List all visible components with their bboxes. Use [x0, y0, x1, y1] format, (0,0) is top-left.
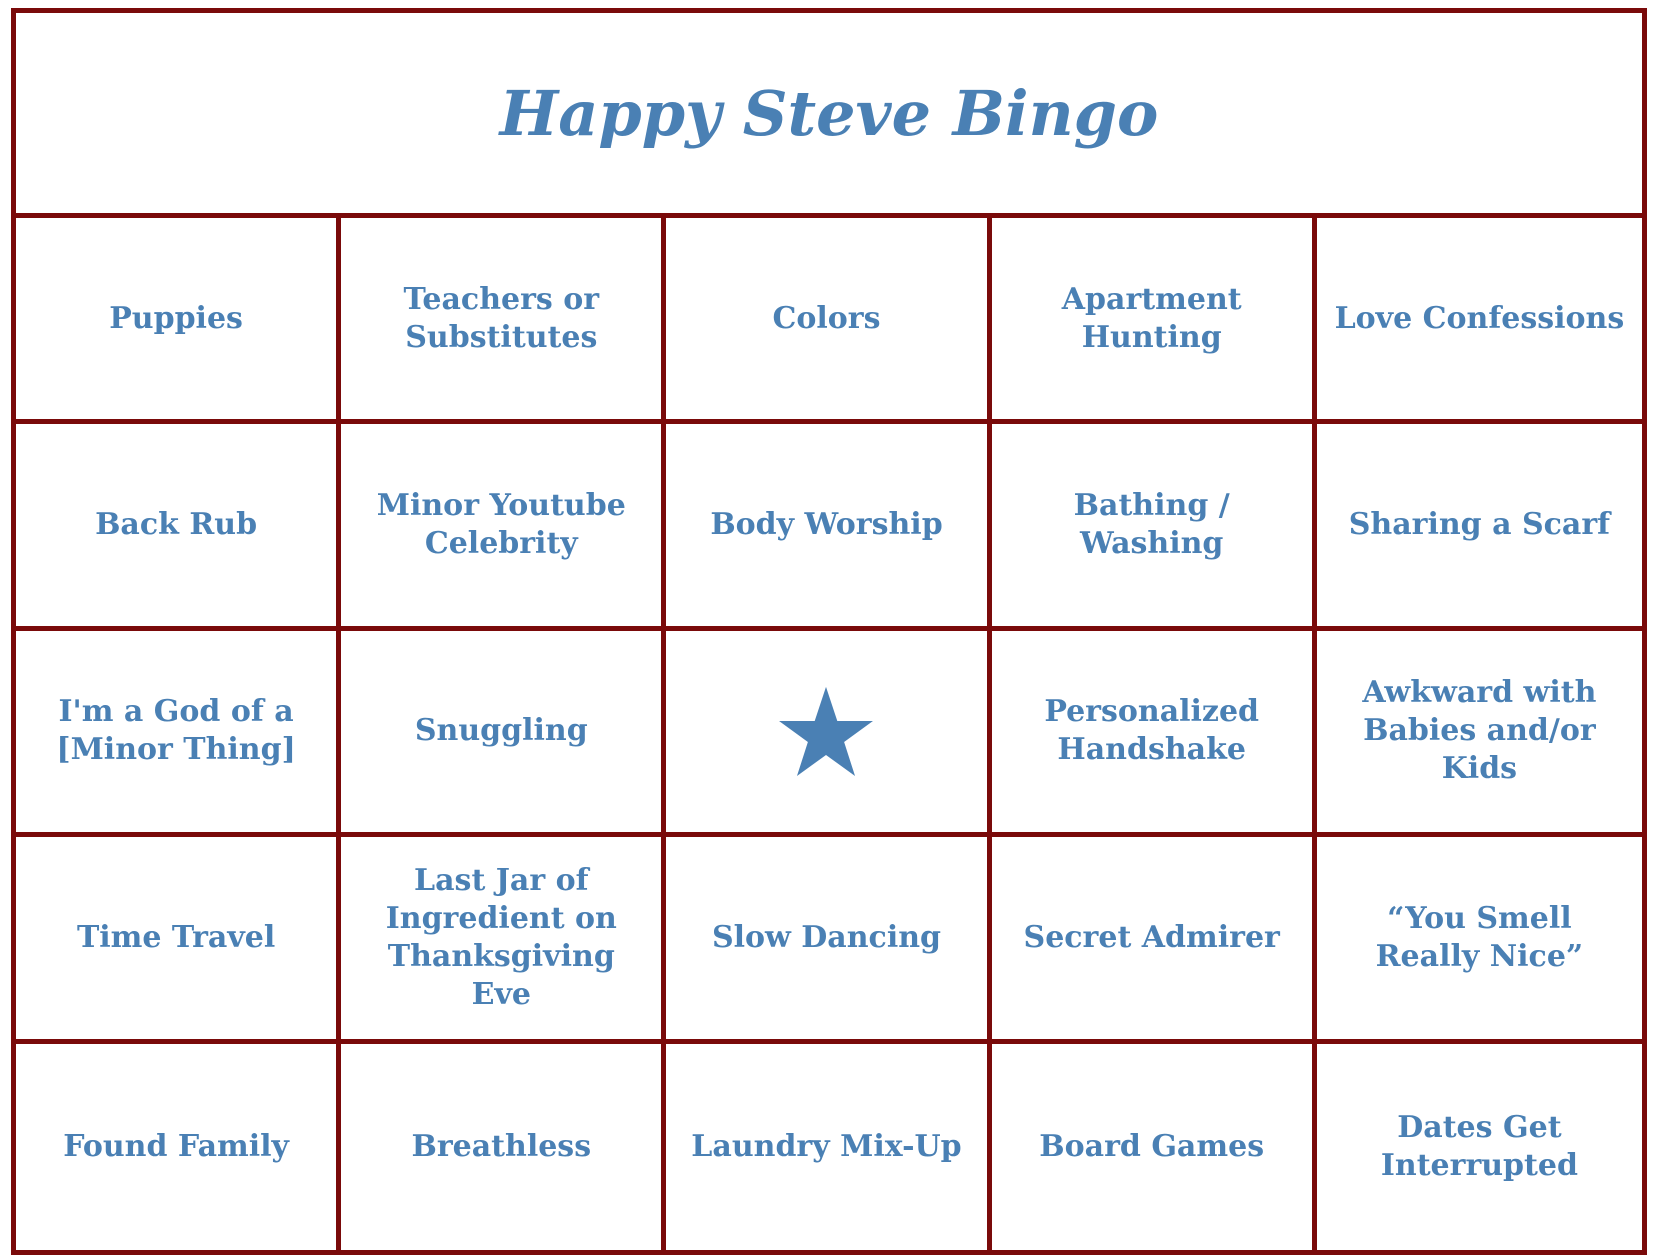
bingo-cell[interactable]: Board Games [992, 1044, 1317, 1250]
bingo-cell[interactable]: Snuggling [341, 631, 666, 837]
bingo-cell[interactable]: Minor Youtube Celebrity [341, 424, 666, 630]
bingo-cell[interactable]: Back Rub [16, 424, 341, 630]
bingo-cell[interactable]: Last Jar of Ingredient on Thanksgiving Eve [341, 837, 666, 1043]
bingo-cell[interactable]: Colors [666, 218, 991, 424]
bingo-cell[interactable]: Slow Dancing [666, 837, 991, 1043]
bingo-cell[interactable]: Secret Admirer [992, 837, 1317, 1043]
bingo-cell[interactable]: Personalized Handshake [992, 631, 1317, 837]
bingo-cell[interactable]: Teachers or Substitutes [341, 218, 666, 424]
bingo-cell[interactable]: Body Worship [666, 424, 991, 630]
bingo-card [11, 8, 1647, 1255]
bingo-cell[interactable]: Puppies [16, 218, 341, 424]
title-row [16, 13, 1642, 218]
bingo-cell[interactable]: Found Family [16, 1044, 341, 1250]
star-icon [778, 685, 874, 777]
bingo-cell[interactable]: Awkward with Babies and/or Kids [1317, 631, 1642, 837]
bingo-cell[interactable]: Laundry Mix-Up [666, 1044, 991, 1250]
bingo-cell[interactable]: Breathless [341, 1044, 666, 1250]
bingo-cell[interactable]: Apartment Hunting [992, 218, 1317, 424]
bingo-cell[interactable]: Dates Get Interrupted [1380, 1109, 1578, 1183]
bingo-cell[interactable]: Sharing a Scarf [1317, 424, 1642, 630]
free-space-cell[interactable] [666, 631, 991, 837]
bingo-grid [16, 218, 1642, 1250]
bingo-cell[interactable]: Love Confessions [1317, 218, 1642, 424]
bingo-cell[interactable]: Time Travel [16, 837, 341, 1043]
bingo-cell[interactable]: “You Smell Really Nice” [1317, 837, 1642, 1043]
bingo-cell[interactable]: Bathing / Washing [992, 424, 1317, 630]
bingo-title: Happy Steve Bingo [499, 76, 1159, 150]
bingo-cell[interactable]: I'm a God of a [Minor Thing] [16, 631, 341, 837]
